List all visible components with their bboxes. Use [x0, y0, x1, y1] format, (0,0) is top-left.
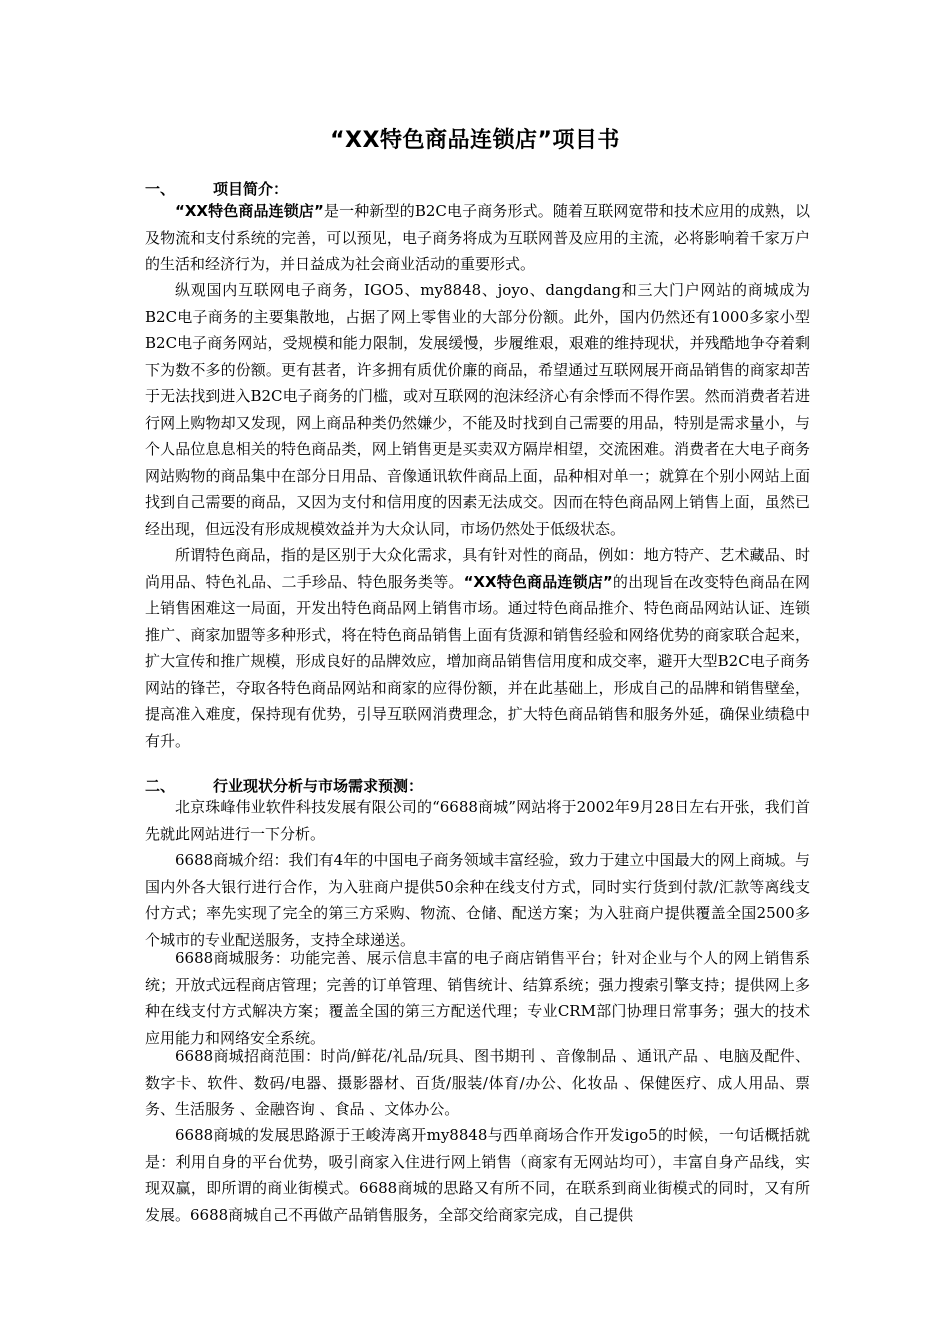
paragraph	[145, 198, 810, 278]
bold-text: “XX特色商品连锁店”	[175, 202, 324, 220]
paragraph: 北京珠峰伟业软件科技发展有限公司的“6688商城”网站将于2002年9月28日左右开张，我们首先就此网站进行一下分析。	[145, 798, 810, 843]
paragraph: 纵观国内互联网电子商务，IGO5、my8848、joyo、dangdang和三大门户网站的商城成为B2C电子商务的主要集散地，占据了网上零售业的大部分份额。此外，国内仍然还有1000多家小型B2C电子商务网站，受规模和能力限制，发展缓慢，步履维艰，艰难的维持现状，并残酷地争夺着剩下为数不多的份额。更有甚者，许多拥有质优价廉的商品，希望通过互联网展开商品销售的商家却苦于无法找到进入B2C电子商务的门槛，或对互联网的泡沫经济心有余悸而不得作罢。然而消费者若进行网上购物却又发现，网上商品种类仍然嫌少，不能及时找到自己需要的用品，特别是需求量小，与个人品位息息相关的特色商品类，网上销售更是买卖双方隔岸相望，交流困难。消费者在大电子商务网站购物的商品集中在部分日用品、音像通讯软件商品上面，品种相对单一；就算在个别小网站上面找到自己需要的商品，又因为支付和信用度的因素无法成交。因而在特色商品网上销售上面，虽然已经出现，但远没有形成规模效益并为大众认同，市场仍然处于低级状态。	[145, 281, 810, 538]
bold-text: “XX特色商品连锁店”	[463, 572, 613, 591]
paragraph: 6688商城的发展思路源于王峻涛离开my8848与西单商场合作开发igo5的时候，一句话概括就是：利用自身的平台优势，吸引商家入住进行网上销售（商家有无网站均可），丰富自身产品线，实现双赢，即所谓的商业街模式。6688商城的思路又有所不同，在联系到商业街模式的同时，又有所发展。6688商城自己不再做产品销售服务，全部交给商家完成，自己提供	[145, 1126, 810, 1224]
section-number: 一、	[145, 180, 176, 198]
document-title: “XX特色商品连锁店”项目书	[330, 128, 620, 153]
section-number: 二、	[145, 777, 176, 795]
paragraph: 6688商城招商范围：时尚/鲜花/礼品/玩具、图书期刊 、音像制品 、通讯产品 、电脑及配件、数字卡、软件、数码/电器、摄影器材、百货/服装/体育/办公、化妆品 、保健医疗、成人用品、票务、生活服务 、金融咨询 、食品 、文体办公。	[145, 1047, 810, 1118]
paragraph: 6688商城服务：功能完善、展示信息丰富的电子商店销售平台；针对企业与个人的网上销售系统；开放式远程商店管理；完善的订单管理、销售统计、结算系统；强力搜索引擎支持；提供网上多种在线支付方式解决方案；覆盖全国的第三方配送代理；专业CRM部门协理日常事务；强大的技术应用能力和网络安全系统。	[145, 949, 810, 1047]
paragraph-text: 所谓特色商品，指的是区别于大众化需求，具有针对性的商品，例如：地方特产、艺术藏品、时尚用品、特色礼品、二手珍品、特色服务类等。	[145, 546, 810, 591]
section-title: 项目简介：	[213, 180, 289, 198]
paragraph: 6688商城介绍：我们有4年的中国电子商务领域丰富经验，致力于建立中国最大的网上商城。与国内外各大银行进行合作，为入驻商户提供50余种在线支付方式，同时实行货到付款/汇款等离线支付方式；率先实现了完全的第三方采购、物流、仓储、配送方案；为入驻商户提供覆盖全国2500多个城市的专业配送服务，支持全球递送。	[145, 851, 810, 949]
paragraph	[145, 542, 810, 754]
paragraph-text: 是一种新型的B2C电子商务形式。随着互联网宽带和技术应用的成熟，以及物流和支付系统的完善，可以预见，电子商务将成为互联网普及应用的主流，必将影响着千家万户的生活和经济行为，并日益成为社会商业活动的重要形式。	[145, 202, 811, 273]
section-title: 行业现状分析与市场需求预测：	[213, 777, 424, 795]
section-heading-intro	[145, 178, 288, 199]
paragraph-text: 的出现旨在改变特色商品在网上销售困难这一局面，开发出特色商品网上销售市场。通过特色商品推介、特色商品网站认证、连锁推广、商家加盟等多种形式，将在特色商品销售上面有货源和销售经验和网络优势的商家联合起来，扩大宣传和推广规模，形成良好的品牌效应，增加商品销售信用度和成交率，避开大型B2C电子商务网站的锋芒，夺取各特色商品网站和商家的应得份额，并在此基础上，形成自己的品牌和销售壁垒，提高准入难度，保持现有优势，引导互联网消费理念，扩大特色商品销售和服务外延，确保业绩稳中有升。	[145, 572, 810, 750]
section-heading-analysis	[145, 775, 423, 796]
